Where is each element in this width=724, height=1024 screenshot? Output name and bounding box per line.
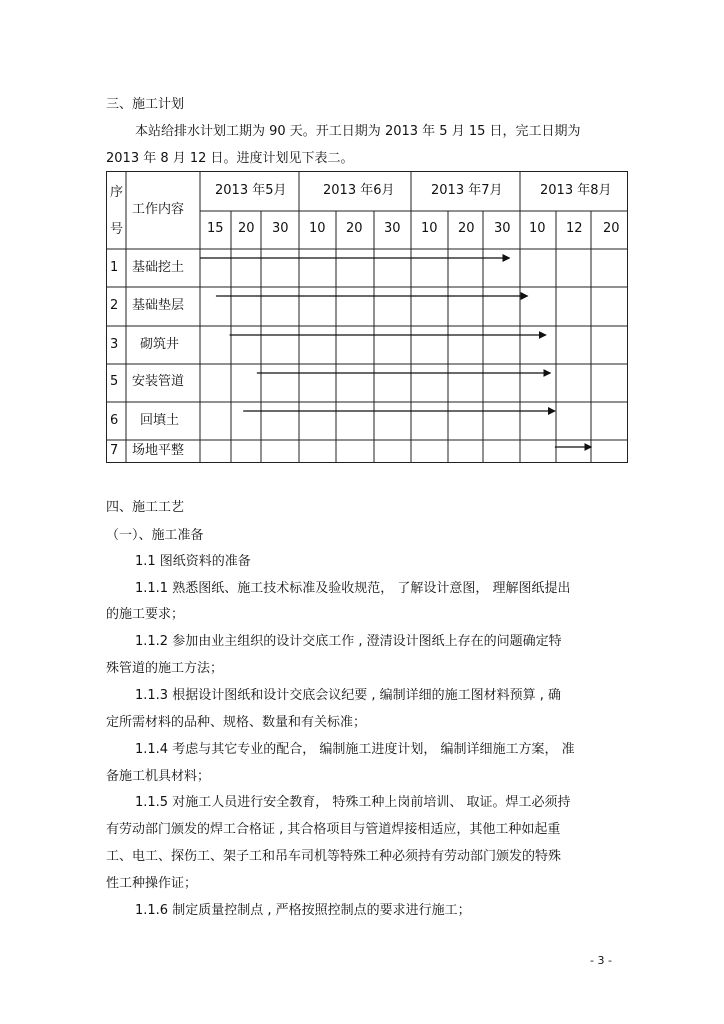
row-no: 5 (110, 374, 119, 389)
day-col: 10 (529, 221, 546, 236)
section4-body-line: 1.1.2 参加由业主组织的设计交底工作 , 澄清设计图纸上存在的问题确定特 (135, 634, 562, 649)
month-may: 2013 年5月 (215, 183, 287, 198)
schedule-table (106, 171, 628, 463)
section4-body-line: 1.1.6 制定质量控制点 , 严格按照控制点的要求进行施工； (135, 903, 471, 918)
day-col: 20 (238, 221, 255, 236)
section4-body-line: 性工种操作证； (106, 876, 198, 891)
day-col: 30 (384, 221, 401, 236)
day-col: 20 (458, 221, 475, 236)
section4-subtitle: （一）、施工准备 (106, 528, 204, 543)
month-august: 2013 年8月 (540, 183, 612, 198)
section4-title: 四、施工工艺 (106, 500, 185, 515)
section4-body-line: 1.1.3 根据设计图纸和设计交底会议纪要 , 编制详细的施工图材料预算 , 确 (135, 688, 562, 703)
day-col: 15 (207, 221, 224, 236)
row-no: 6 (110, 413, 119, 428)
row-no: 7 (110, 443, 119, 458)
row-task: 安装管道 (132, 374, 185, 389)
day-col: 10 (309, 221, 326, 236)
row-task: 基础挖土 (132, 260, 185, 275)
row-no: 3 (110, 337, 119, 352)
row-no: 2 (110, 298, 119, 313)
day-col: 30 (272, 221, 289, 236)
month-june: 2013 年6月 (323, 183, 395, 198)
day-col: 12 (566, 221, 583, 236)
row-task: 砌筑井 (140, 337, 180, 352)
header-work-content: 工作内容 (132, 202, 185, 217)
month-july: 2013 年7月 (431, 183, 503, 198)
section4-heading: 1.1 图纸资料的准备 (135, 554, 251, 569)
section4-body-line: 有劳动部门颁发的焊工合格证 , 其合格项目与管道焊接相适应，其他工种如起重 (106, 822, 561, 837)
row-task: 回填土 (140, 413, 180, 428)
row-task: 基础垫层 (132, 298, 185, 313)
header-seq-top: 序 (110, 185, 124, 200)
day-col: 10 (421, 221, 438, 236)
section4-body-line: 备施工机具材料； (106, 769, 211, 784)
row-task: 场地平整 (132, 443, 185, 458)
section4-body-line: 1.1.5 对施工人员进行安全教育， 特殊工种上岗前培训、 取证。焊工必须持 (135, 795, 571, 810)
page-number: - 3 - (590, 954, 612, 967)
section3-para-line-2: 2013 年 8 月 12 日。进度计划见下表二。 (106, 151, 354, 166)
section4-body-line: 1.1.4 考虑与其它专业的配合， 编制施工进度计划， 编制详细施工方案， 准 (135, 742, 575, 757)
section4-body-line: 1.1.1 熟悉图纸、施工技术标准及验收规范， 了解设计意图， 理解图纸提出 (135, 581, 571, 596)
section4-body-line: 殊管道的施工方法； (106, 661, 224, 676)
header-seq-bottom: 号 (110, 222, 124, 237)
schedule-grid (106, 171, 628, 463)
section4-body-line: 工、电工、探伤工、架子工和吊车司机等特殊工种必须持有劳动部门颁发的特殊 (106, 849, 562, 864)
row-no: 1 (110, 260, 119, 275)
section4-body-line: 定所需材料的品种、规格、数量和有关标准； (106, 715, 367, 730)
section4-body-line: 的施工要求； (106, 607, 185, 622)
table-border (107, 172, 628, 463)
day-col: 20 (603, 221, 620, 236)
section3-para-line-1: 本站给排水计划工期为 90 天。开工日期为 2013 年 5 月 15 日，完工日期为 (135, 124, 581, 139)
day-col: 20 (346, 221, 363, 236)
section3-title: 三、施工计划 (106, 97, 185, 112)
day-col: 30 (494, 221, 511, 236)
